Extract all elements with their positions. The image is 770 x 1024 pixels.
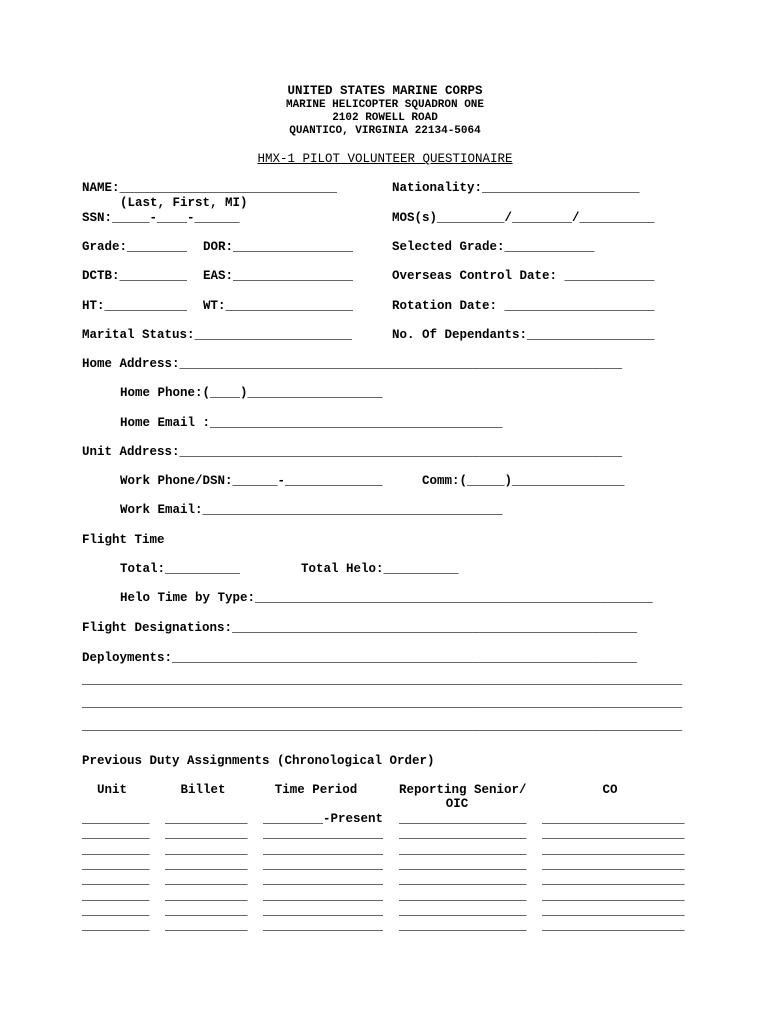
assignment-cell-time-period[interactable]: ________-Present: [263, 812, 384, 826]
home-email-field[interactable]: Home Email :_______________________________________: [120, 416, 503, 430]
dependants-field[interactable]: No. Of Dependants:_________________: [392, 328, 655, 342]
assignment-cell-unit[interactable]: _________: [82, 903, 150, 918]
total-time-field[interactable]: Total:__________: [120, 562, 241, 576]
assignment-cell-time-period[interactable]: ________________: [263, 842, 384, 857]
street-address: 2102 ROWELL ROAD: [332, 112, 438, 124]
rotation-date-field[interactable]: Rotation Date: ____________________: [392, 299, 655, 313]
assignment-cell-reporting-senior[interactable]: _________________: [399, 873, 527, 888]
assignment-cell-billet[interactable]: ___________: [165, 903, 248, 918]
assignment-cell-reporting-senior[interactable]: _________________: [399, 857, 527, 872]
dctb-field[interactable]: DCTB:_________: [82, 269, 188, 283]
overseas-control-date-field[interactable]: Overseas Control Date: ____________: [392, 269, 655, 283]
ht-field[interactable]: HT:___________: [82, 299, 188, 313]
assignment-cell-billet[interactable]: ___________: [165, 857, 248, 872]
unit-address-field[interactable]: Unit Address:___________________________________________________________: [82, 445, 623, 459]
dor-field[interactable]: DOR:________________: [203, 240, 354, 254]
column-unit: Unit: [96, 783, 127, 797]
deployments-line[interactable]: ________________________________________________________________________________: [82, 673, 683, 687]
eas-field[interactable]: EAS:________________: [203, 269, 354, 283]
assignment-cell-unit[interactable]: _________: [82, 842, 150, 857]
marital-status-field[interactable]: Marital Status:_____________________: [82, 328, 353, 342]
assignment-cell-unit[interactable]: _________: [82, 857, 150, 872]
deployments-line[interactable]: ________________________________________________________________________________: [82, 719, 683, 733]
assignment-cell-time-period[interactable]: ________________: [263, 903, 384, 918]
assignment-cell-reporting-senior[interactable]: _________________: [399, 842, 527, 857]
grade-field[interactable]: Grade:________: [82, 240, 188, 254]
assignment-row: [0, 858, 770, 872]
deployments-line[interactable]: ________________________________________________________________________________: [82, 696, 683, 710]
assignment-cell-time-period[interactable]: ________________: [263, 857, 384, 872]
ssn-field[interactable]: SSN:_____-____-______: [82, 211, 240, 225]
assignment-cell-co[interactable]: ___________________: [542, 842, 685, 857]
assignments-heading: Previous Duty Assignments (Chronological Order): [82, 754, 435, 768]
selected-grade-field[interactable]: Selected Grade:____________: [392, 240, 595, 254]
home-address-field[interactable]: Home Address:___________________________________________________________: [82, 357, 623, 371]
column-billet: Billet: [180, 783, 226, 797]
assignment-cell-co[interactable]: ___________________: [542, 827, 685, 842]
deployments-field[interactable]: Deployments:______________________________________________________________: [82, 651, 638, 665]
assignment-cell-billet[interactable]: ___________: [165, 888, 248, 903]
form-title: HMX-1 PILOT VOLUNTEER QUESTIONAIRE: [257, 152, 513, 166]
assignment-cell-time-period[interactable]: ________________: [263, 827, 384, 842]
assignment-cell-unit[interactable]: _________: [82, 888, 150, 903]
total-helo-field[interactable]: Total Helo:__________: [301, 562, 459, 576]
column-co: CO: [602, 783, 618, 797]
name-hint: (Last, First, MI): [120, 196, 248, 210]
assignment-row: [0, 889, 770, 903]
unit-name: MARINE HELICOPTER SQUADRON ONE: [285, 99, 485, 111]
work-email-field[interactable]: Work Email:________________________________________: [120, 503, 503, 517]
assignment-row: [0, 843, 770, 857]
assignment-cell-billet[interactable]: ___________: [165, 812, 248, 826]
column-reporting-senior-oic: OIC: [445, 797, 469, 811]
mos-field[interactable]: MOS(s)_________/________/__________: [392, 211, 655, 225]
assignment-cell-reporting-senior[interactable]: _________________: [399, 888, 527, 903]
assignment-row: [0, 919, 770, 933]
assignment-cell-reporting-senior[interactable]: _________________: [399, 903, 527, 918]
assignment-cell-billet[interactable]: ___________: [165, 873, 248, 888]
assignment-cell-time-period[interactable]: ________________: [263, 888, 384, 903]
assignment-row: [0, 812, 770, 826]
assignment-cell-billet[interactable]: ___________: [165, 919, 248, 934]
assignment-cell-reporting-senior[interactable]: _________________: [399, 812, 527, 826]
org-name: UNITED STATES MARINE CORPS: [287, 84, 483, 98]
assignment-cell-co[interactable]: ___________________: [542, 857, 685, 872]
comm-field[interactable]: Comm:(_____)_______________: [422, 474, 625, 488]
assignment-row: [0, 827, 770, 841]
column-reporting-senior: Reporting Senior/: [399, 783, 527, 797]
city-address: QUANTICO, VIRGINIA 22134-5064: [289, 125, 481, 137]
flight-designations-field[interactable]: Flight Designations:______________________________________________________: [82, 621, 638, 635]
assignment-cell-billet[interactable]: ___________: [165, 842, 248, 857]
assignment-cell-co[interactable]: ___________________: [542, 903, 685, 918]
assignment-cell-unit[interactable]: _________: [82, 873, 150, 888]
helo-time-by-type-field[interactable]: Helo Time by Type:_____________________________________________________: [120, 591, 653, 605]
assignment-cell-billet[interactable]: ___________: [165, 827, 248, 842]
assignment-cell-time-period[interactable]: ________________: [263, 873, 384, 888]
wt-field[interactable]: WT:_________________: [203, 299, 354, 313]
assignment-cell-unit[interactable]: _________: [82, 919, 150, 934]
column-time-period: Time Period: [274, 783, 358, 797]
assignment-cell-reporting-senior[interactable]: _________________: [399, 919, 527, 934]
home-phone-field[interactable]: Home Phone:(____)__________________: [120, 386, 383, 400]
flight-time-heading: Flight Time: [82, 533, 165, 547]
work-phone-field[interactable]: Work Phone/DSN:______-_____________: [120, 474, 383, 488]
assignment-row: [0, 873, 770, 887]
assignment-cell-time-period[interactable]: ________________: [263, 919, 384, 934]
name-field[interactable]: NAME:_____________________________: [82, 181, 338, 195]
assignment-cell-co[interactable]: ___________________: [542, 888, 685, 903]
assignment-cell-co[interactable]: ___________________: [542, 812, 685, 826]
assignment-cell-unit[interactable]: _________: [82, 812, 150, 826]
assignment-cell-unit[interactable]: _________: [82, 827, 150, 842]
assignment-row: [0, 904, 770, 918]
assignment-cell-reporting-senior[interactable]: _________________: [399, 827, 527, 842]
nationality-field[interactable]: Nationality:_____________________: [392, 181, 640, 195]
assignment-cell-co[interactable]: ___________________: [542, 873, 685, 888]
assignment-cell-co[interactable]: ___________________: [542, 919, 685, 934]
